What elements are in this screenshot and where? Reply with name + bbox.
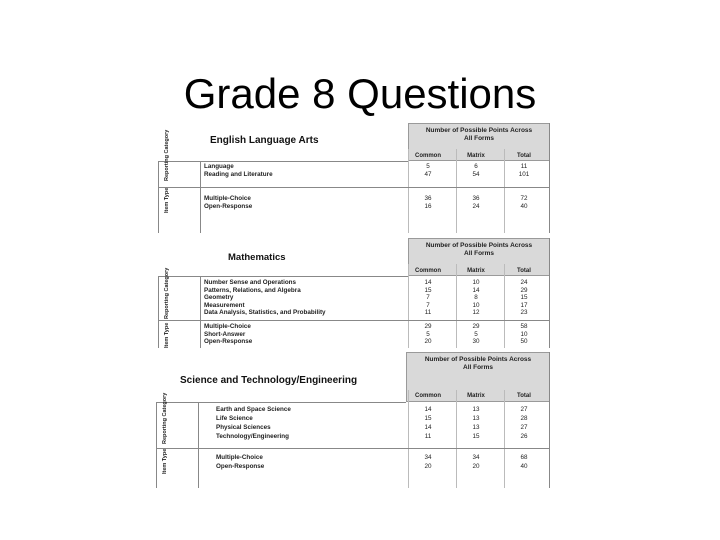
- row-label: Short-Answer: [204, 330, 246, 338]
- cell-common: 11: [424, 309, 432, 317]
- cell-total: 72: [520, 195, 528, 202]
- right-border: [549, 352, 550, 488]
- cell-common: 20: [424, 338, 432, 346]
- cell-common: 16: [424, 203, 432, 210]
- column-divider: [456, 390, 457, 488]
- cell-matrix: 54: [472, 171, 480, 178]
- subject-title: English Language Arts: [210, 135, 319, 146]
- cell-matrix: 13: [472, 424, 480, 431]
- math-points-table: [158, 238, 550, 348]
- cell-total: 11: [520, 163, 528, 170]
- row-label: Data Analysis, Statistics, and Probability: [204, 309, 326, 317]
- column-divider: [504, 390, 505, 488]
- frame-left-line: [156, 402, 157, 488]
- frame-top-line: [156, 402, 406, 403]
- frame-cat-line: [200, 161, 201, 233]
- cell-total: 27: [520, 406, 528, 413]
- cell-common: 7: [426, 294, 430, 302]
- column-divider: [456, 264, 457, 348]
- points-header-title: Number of Possible Points Across All Forms: [425, 127, 533, 142]
- cell-total: 29: [520, 286, 528, 294]
- row-label: Open-Response: [216, 463, 265, 470]
- column-divider: [504, 264, 505, 348]
- cell-common: 15: [424, 286, 432, 294]
- column-header-total: Total: [517, 393, 531, 399]
- row-label: Physical Sciences: [216, 424, 271, 431]
- category-label: Item Type: [162, 448, 168, 474]
- cell-total: 28: [520, 415, 528, 422]
- cell-common: 34: [424, 454, 432, 461]
- category-label: Reporting Category: [164, 129, 170, 181]
- cell-matrix: 10: [472, 279, 480, 286]
- science-points-table: [156, 352, 550, 488]
- category-label: Reporting Category: [162, 392, 168, 444]
- cell-total: 40: [520, 463, 528, 470]
- cell-matrix: 10: [472, 301, 480, 309]
- row-label: Open-Response: [204, 203, 253, 210]
- cell-total: 58: [520, 323, 528, 330]
- column-header-total: Total: [517, 153, 531, 159]
- column-divider: [408, 149, 409, 233]
- cell-total: 15: [520, 294, 528, 302]
- column-header-matrix: Matrix: [467, 153, 485, 159]
- cell-matrix: 8: [474, 294, 478, 302]
- cell-common: 5: [426, 163, 430, 170]
- cell-total: 17: [520, 301, 528, 309]
- column-header-matrix: Matrix: [467, 268, 485, 274]
- cell-total: 24: [520, 279, 528, 286]
- cell-common: 15: [424, 415, 432, 422]
- column-header-common: Common: [415, 268, 441, 274]
- cell-matrix: 30: [472, 338, 480, 346]
- ela-points-table: [158, 123, 550, 233]
- cell-matrix: 36: [472, 195, 480, 202]
- cell-matrix: 13: [472, 415, 480, 422]
- column-header-common: Common: [415, 393, 441, 399]
- cell-matrix: 14: [472, 286, 480, 294]
- cell-matrix: 24: [472, 203, 480, 210]
- cell-total: 101: [518, 171, 530, 178]
- cell-common: 29: [424, 323, 432, 330]
- category-label: Item Type: [164, 322, 170, 348]
- column-header-total: Total: [517, 268, 531, 274]
- cell-total: 10: [520, 330, 528, 338]
- cell-matrix: 20: [472, 463, 480, 470]
- cell-common: 14: [424, 279, 432, 286]
- frame-cat-line: [200, 276, 201, 348]
- row-label: Multiple-Choice: [216, 454, 263, 461]
- column-header-common: Common: [415, 153, 441, 159]
- cell-matrix: 12: [472, 309, 480, 317]
- row-label: Open-Response: [204, 338, 253, 346]
- cell-matrix: 15: [472, 433, 480, 440]
- group-divider: [158, 187, 550, 188]
- row-label: Multiple-Choice: [204, 195, 251, 202]
- frame-top-line: [158, 161, 408, 162]
- right-border: [549, 238, 550, 348]
- cell-matrix: 5: [474, 330, 478, 338]
- category-label: Reporting Category: [164, 267, 170, 319]
- row-label: Patterns, Relations, and Algebra: [204, 286, 301, 294]
- row-label: Multiple-Choice: [204, 323, 251, 330]
- row-label: Measurement: [204, 301, 245, 309]
- cell-total: 40: [520, 203, 528, 210]
- row-label: Technology/Engineering: [216, 433, 290, 440]
- group-divider: [156, 448, 550, 449]
- cell-matrix: 34: [472, 454, 480, 461]
- frame-left-line: [158, 161, 159, 233]
- row-label: Reading and Literature: [204, 171, 273, 178]
- column-divider: [456, 149, 457, 233]
- points-header-title: Number of Possible Points Across All Forms: [425, 242, 533, 257]
- cell-matrix: 13: [472, 406, 480, 413]
- column-divider: [408, 264, 409, 348]
- cell-total: 26: [520, 433, 528, 440]
- cell-common: 5: [426, 330, 430, 338]
- row-label: Life Science: [216, 415, 253, 422]
- cell-common: 20: [424, 463, 432, 470]
- right-border: [549, 123, 550, 233]
- category-label: Item Type: [164, 187, 170, 213]
- group-divider: [158, 320, 550, 321]
- subject-title: Mathematics: [228, 252, 286, 263]
- cell-common: 14: [424, 424, 432, 431]
- row-label: Number Sense and Operations: [204, 279, 297, 286]
- cell-common: 14: [424, 406, 432, 413]
- cell-total: 68: [520, 454, 528, 461]
- cell-matrix: 6: [474, 163, 478, 170]
- row-label: Earth and Space Science: [216, 406, 291, 413]
- cell-common: 7: [426, 301, 430, 309]
- frame-top-line: [158, 276, 408, 277]
- row-label: Language: [204, 163, 234, 170]
- frame-cat-line: [198, 402, 199, 488]
- column-divider: [408, 390, 409, 488]
- cell-total: 50: [520, 338, 528, 346]
- row-label: Geometry: [204, 294, 234, 302]
- column-divider: [504, 149, 505, 233]
- cell-common: 11: [424, 433, 432, 440]
- frame-left-line: [158, 276, 159, 348]
- subject-title: Science and Technology/Engineering: [180, 375, 358, 386]
- column-header-matrix: Matrix: [467, 393, 485, 399]
- cell-total: 27: [520, 424, 528, 431]
- cell-common: 36: [424, 195, 432, 202]
- points-header-title: Number of Possible Points Across All Forms: [424, 356, 532, 371]
- cell-matrix: 29: [472, 323, 480, 330]
- cell-common: 47: [424, 171, 432, 178]
- slide-title: Grade 8 Questions: [183, 70, 537, 117]
- cell-total: 23: [520, 309, 528, 317]
